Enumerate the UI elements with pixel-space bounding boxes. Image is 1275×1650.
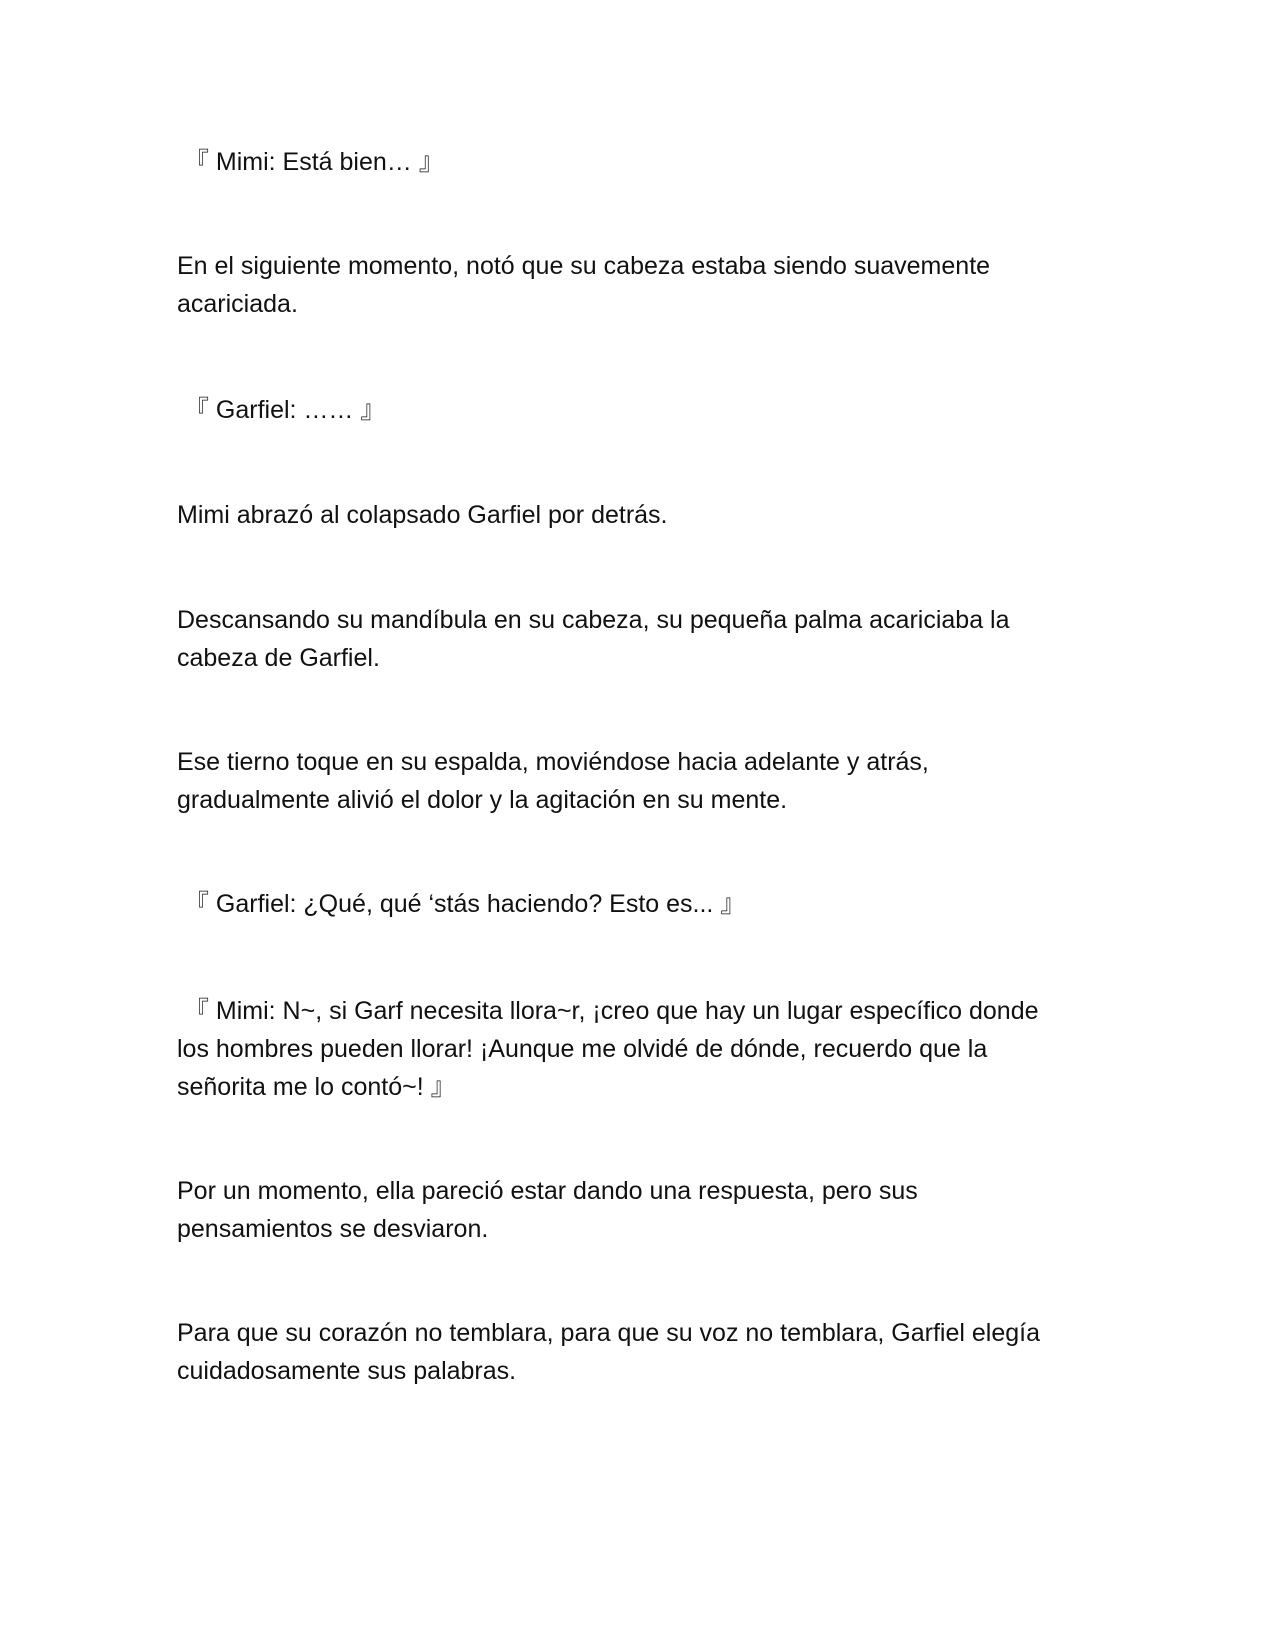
dialogue-mimi-llorar xyxy=(177,992,1107,1106)
text-line: acariciada. xyxy=(177,290,298,318)
dialogue-garfiel-silence xyxy=(177,391,1107,429)
text-line: cuidadosamente sus palabras. xyxy=(177,1357,517,1385)
text-line: 『 Mimi: Está bien… 』 xyxy=(177,148,444,176)
text-line: Por un momento, ella pareció estar dando una respuesta, pero sus xyxy=(177,1177,918,1205)
paragraph-mandibula xyxy=(177,601,1107,677)
paragraph-respuesta xyxy=(177,1172,1107,1248)
dialogue-mimi-esta-bien xyxy=(177,143,1107,181)
paragraph-corazon xyxy=(177,1314,1107,1390)
text-line: 『 Mimi: N~, si Garf necesita llora~r, ¡creo que hay un lugar específico donde xyxy=(177,997,1039,1025)
dialogue-garfiel-que xyxy=(177,885,1107,923)
text-line: 『 Garfiel: …… 』 xyxy=(177,396,386,424)
text-line: Mimi abrazó al colapsado Garfiel por detrás. xyxy=(177,501,668,529)
text-line: los hombres pueden llorar! ¡Aunque me olvidé de dónde, recuerdo que la xyxy=(177,1035,988,1063)
text-line: Para que su corazón no temblara, para que su voz no temblara, Garfiel elegía xyxy=(177,1319,1041,1347)
text-line: Descansando su mandíbula en su cabeza, su pequeña palma acariciaba la xyxy=(177,606,1010,634)
text-line: En el siguiente momento, notó que su cabeza estaba siendo suavemente xyxy=(177,252,991,280)
text-line: gradualmente alivió el dolor y la agitación en su mente. xyxy=(177,786,788,814)
paragraph-caricia xyxy=(177,247,1107,323)
text-line: cabeza de Garfiel. xyxy=(177,644,380,672)
text-line: Ese tierno toque en su espalda, moviéndose hacia adelante y atrás, xyxy=(177,748,929,776)
paragraph-abrazo xyxy=(177,496,1107,534)
text-line: señorita me lo contó~! 』 xyxy=(177,1073,456,1101)
text-line: pensamientos se desviaron. xyxy=(177,1215,489,1243)
paragraph-toque xyxy=(177,743,1107,819)
text-line: 『 Garfiel: ¿Qué, qué ‘stás haciendo? Esto es... 』 xyxy=(177,890,746,918)
